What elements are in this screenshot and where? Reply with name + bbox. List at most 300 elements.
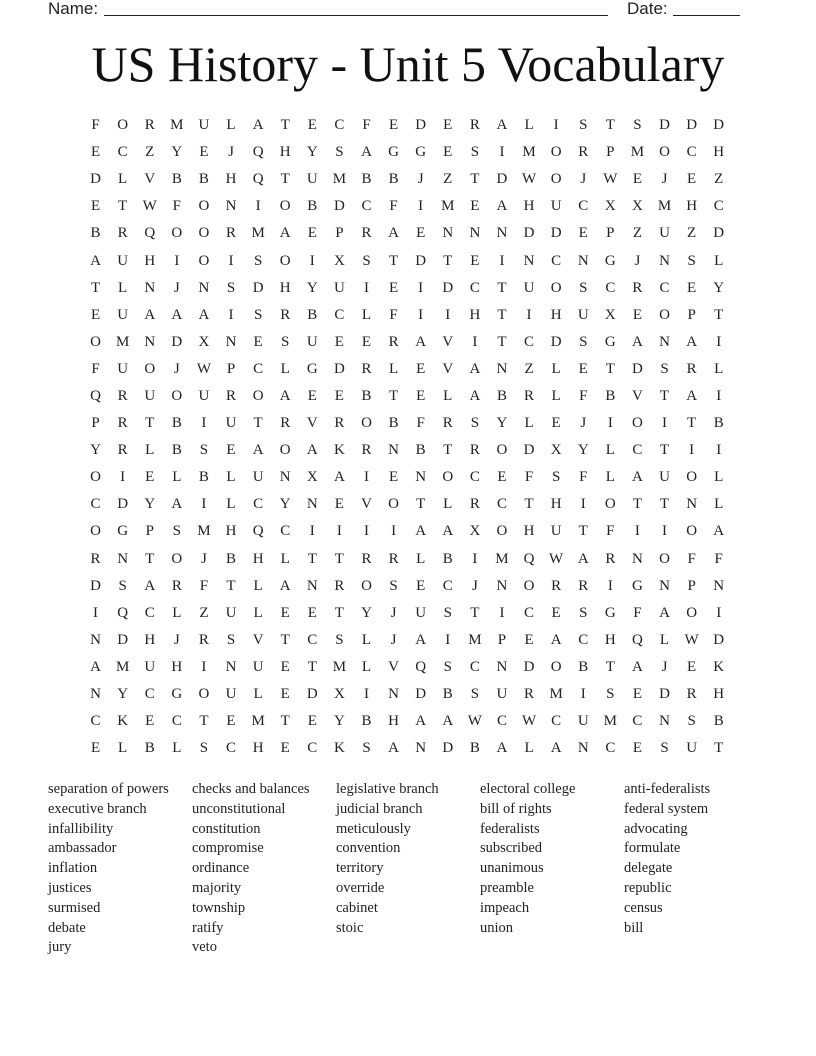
grid-letter[interactable]: A (90, 658, 101, 675)
grid-letter[interactable]: I (662, 523, 668, 540)
grid-letter[interactable]: A (306, 442, 318, 459)
grid-letter[interactable]: E (307, 604, 317, 621)
grid-letter[interactable]: U (659, 225, 670, 242)
grid-letter[interactable]: T (687, 415, 697, 432)
grid-letter[interactable]: E (226, 442, 236, 459)
grid-letter[interactable]: Y (577, 442, 589, 459)
grid-letter[interactable]: R (117, 225, 128, 242)
grid-letter[interactable]: F (389, 306, 398, 323)
grid-letter[interactable]: D (117, 631, 129, 648)
grid-letter[interactable]: Q (252, 523, 264, 540)
grid-letter[interactable]: O (90, 333, 101, 350)
grid-letter[interactable]: C (578, 631, 589, 648)
grid-letter[interactable]: S (687, 713, 696, 730)
grid-letter[interactable]: U (333, 279, 345, 296)
grid-letter[interactable]: G (604, 333, 616, 350)
grid-letter[interactable]: O (388, 496, 399, 513)
grid-letter[interactable]: Y (279, 496, 291, 513)
grid-letter[interactable]: T (90, 279, 101, 296)
grid-letter[interactable]: I (716, 604, 722, 621)
grid-letter[interactable]: Z (687, 225, 697, 242)
grid-letter[interactable]: U (306, 171, 318, 188)
grid-letter[interactable]: S (226, 631, 236, 648)
grid-letter[interactable]: T (388, 387, 399, 404)
grid-letter[interactable]: U (144, 387, 156, 404)
grid-letter[interactable]: I (418, 198, 424, 215)
grid-letter[interactable]: S (253, 252, 263, 269)
grid-letter[interactable]: L (253, 604, 263, 621)
grid-letter[interactable]: A (415, 713, 427, 730)
grid-letter[interactable]: D (523, 658, 535, 675)
grid-letter[interactable]: T (605, 360, 615, 377)
grid-letter[interactable]: J (390, 604, 397, 621)
grid-letter[interactable]: X (198, 333, 210, 350)
grid-letter[interactable]: V (388, 658, 399, 675)
grid-letter[interactable]: M (332, 171, 347, 188)
grid-letter[interactable]: T (578, 523, 588, 540)
grid-letter[interactable]: I (363, 279, 369, 296)
grid-letter[interactable]: I (201, 415, 207, 432)
grid-letter[interactable]: N (496, 577, 508, 594)
grid-letter[interactable]: B (713, 713, 724, 730)
grid-letter[interactable]: S (335, 631, 344, 648)
grid-letter[interactable]: N (496, 360, 508, 377)
grid-letter[interactable]: E (632, 740, 642, 757)
grid-letter[interactable]: R (551, 577, 562, 594)
grid-letter[interactable]: O (279, 252, 291, 269)
grid-letter[interactable]: G (604, 252, 616, 269)
grid-letter[interactable]: P (606, 144, 615, 161)
grid-letter[interactable]: G (632, 577, 643, 594)
grid-letter[interactable]: B (198, 469, 209, 486)
grid-letter[interactable]: A (442, 713, 454, 730)
grid-letter[interactable]: W (603, 171, 618, 188)
grid-letter[interactable]: O (198, 225, 210, 242)
grid-letter[interactable]: E (90, 144, 101, 161)
grid-letter[interactable]: F (687, 550, 696, 567)
grid-letter[interactable]: V (252, 631, 264, 648)
grid-letter[interactable]: J (661, 658, 668, 675)
grid-letter[interactable]: V (442, 360, 454, 377)
grid-letter[interactable]: O (361, 577, 372, 594)
grid-letter[interactable]: Z (145, 144, 155, 161)
grid-letter[interactable]: A (279, 577, 291, 594)
grid-letter[interactable]: N (713, 577, 725, 594)
grid-letter[interactable]: A (279, 225, 291, 242)
grid-letter[interactable]: J (201, 550, 207, 567)
grid-letter[interactable]: I (499, 252, 505, 269)
grid-letter[interactable]: U (415, 604, 427, 621)
grid-letter[interactable]: T (334, 550, 344, 567)
grid-letter[interactable]: L (118, 279, 128, 296)
grid-letter[interactable]: O (252, 387, 264, 404)
grid-letter[interactable]: S (579, 117, 588, 134)
grid-letter[interactable]: N (659, 252, 670, 269)
grid-letter[interactable]: O (686, 469, 698, 486)
grid-letter[interactable]: Y (306, 144, 318, 161)
grid-letter[interactable]: H (713, 144, 725, 161)
grid-letter[interactable]: M (197, 523, 211, 540)
grid-letter[interactable]: N (144, 279, 156, 296)
grid-letter[interactable]: C (117, 144, 128, 161)
grid-letter[interactable]: S (362, 740, 371, 757)
grid-letter[interactable]: E (307, 387, 317, 404)
grid-letter[interactable]: A (198, 306, 210, 323)
grid-letter[interactable]: T (118, 198, 128, 215)
grid-letter[interactable]: F (389, 198, 398, 215)
grid-letter[interactable]: L (416, 550, 426, 567)
grid-letter[interactable]: F (91, 360, 100, 377)
grid-letter[interactable]: L (172, 604, 182, 621)
grid-letter[interactable]: M (251, 713, 265, 730)
grid-letter[interactable]: C (253, 496, 264, 513)
grid-letter[interactable]: L (659, 631, 670, 648)
grid-letter[interactable]: I (228, 306, 234, 323)
grid-letter[interactable]: Q (252, 144, 264, 161)
grid-letter[interactable]: B (90, 225, 101, 242)
grid-letter[interactable]: J (228, 144, 234, 161)
grid-letter[interactable]: E (361, 333, 372, 350)
grid-letter[interactable]: B (361, 387, 372, 404)
grid-letter[interactable]: J (390, 631, 397, 648)
grid-letter[interactable]: S (281, 333, 290, 350)
grid-letter[interactable]: D (550, 225, 562, 242)
grid-letter[interactable]: H (171, 658, 183, 675)
grid-letter[interactable]: E (388, 279, 399, 296)
grid-letter[interactable]: T (714, 306, 724, 323)
grid-letter[interactable]: G (604, 604, 616, 621)
grid-letter[interactable]: I (391, 523, 397, 540)
grid-letter[interactable]: L (714, 252, 724, 269)
grid-letter[interactable]: G (171, 686, 183, 703)
grid-letter[interactable]: H (523, 198, 535, 215)
grid-letter[interactable]: R (361, 360, 372, 377)
grid-letter[interactable]: H (713, 686, 725, 703)
grid-letter[interactable]: I (526, 306, 532, 323)
grid-letter[interactable]: I (363, 686, 369, 703)
grid-letter[interactable]: T (145, 550, 155, 567)
grid-letter[interactable]: L (443, 387, 453, 404)
grid-letter[interactable]: T (470, 171, 480, 188)
grid-letter[interactable]: S (579, 333, 588, 350)
grid-letter[interactable]: B (171, 171, 182, 188)
grid-letter[interactable]: E (687, 279, 697, 296)
grid-letter[interactable]: E (90, 306, 101, 323)
grid-letter[interactable]: Y (361, 604, 372, 621)
grid-letter[interactable]: L (280, 360, 290, 377)
grid-letter[interactable]: R (469, 496, 480, 513)
grid-letter[interactable]: E (307, 713, 317, 730)
grid-letter[interactable]: U (225, 686, 237, 703)
grid-letter[interactable]: O (632, 415, 643, 432)
grid-letter[interactable]: X (632, 198, 643, 215)
grid-letter[interactable]: B (198, 171, 209, 188)
grid-letter[interactable]: N (388, 442, 399, 459)
grid-letter[interactable]: A (252, 442, 264, 459)
grid-letter[interactable]: O (279, 442, 291, 459)
grid-letter[interactable]: S (579, 279, 588, 296)
grid-letter[interactable]: S (253, 306, 263, 323)
grid-letter[interactable]: A (388, 225, 399, 242)
grid-letter[interactable]: P (497, 631, 507, 648)
grid-letter[interactable]: Y (306, 279, 318, 296)
grid-letter[interactable]: I (580, 686, 586, 703)
grid-letter[interactable]: C (469, 279, 480, 296)
grid-letter[interactable]: R (605, 550, 616, 567)
grid-letter[interactable]: A (144, 306, 156, 323)
grid-letter[interactable]: C (442, 577, 453, 594)
grid-letter[interactable]: I (174, 252, 180, 269)
grid-letter[interactable]: C (90, 713, 101, 730)
grid-letter[interactable]: T (443, 442, 453, 459)
grid-letter[interactable]: V (306, 415, 318, 432)
grid-letter[interactable]: I (201, 658, 207, 675)
grid-letter[interactable]: L (226, 496, 236, 513)
grid-letter[interactable]: N (90, 631, 101, 648)
grid-letter[interactable]: T (605, 658, 615, 675)
grid-letter[interactable]: S (226, 279, 236, 296)
grid-letter[interactable]: Y (333, 713, 345, 730)
grid-letter[interactable]: N (306, 496, 318, 513)
grid-letter[interactable]: I (363, 469, 369, 486)
grid-letter[interactable]: P (145, 523, 154, 540)
grid-letter[interactable]: W (521, 171, 537, 188)
grid-letter[interactable]: U (117, 306, 129, 323)
grid-letter[interactable]: N (415, 740, 427, 757)
grid-letter[interactable]: F (199, 577, 209, 594)
grid-letter[interactable]: R (361, 550, 372, 567)
grid-letter[interactable]: L (172, 740, 182, 757)
grid-letter[interactable]: D (306, 686, 318, 703)
grid-letter[interactable]: C (713, 198, 724, 215)
grid-letter[interactable]: T (199, 713, 209, 730)
grid-letter[interactable]: I (580, 496, 586, 513)
grid-letter[interactable]: E (280, 604, 290, 621)
grid-letter[interactable]: F (633, 604, 642, 621)
grid-letter[interactable]: W (196, 360, 211, 377)
grid-letter[interactable]: D (117, 496, 129, 513)
grid-letter[interactable]: M (115, 658, 130, 675)
grid-letter[interactable]: N (632, 550, 643, 567)
grid-letter[interactable]: D (632, 360, 643, 377)
grid-letter[interactable]: E (416, 225, 426, 242)
grid-letter[interactable]: D (686, 117, 698, 134)
grid-letter[interactable]: T (280, 631, 290, 648)
grid-letter[interactable]: T (307, 658, 317, 675)
grid-letter[interactable]: S (470, 686, 480, 703)
grid-letter[interactable]: E (334, 387, 344, 404)
grid-letter[interactable]: N (577, 252, 589, 269)
grid-letter[interactable]: E (334, 333, 344, 350)
grid-letter[interactable]: U (659, 469, 670, 486)
grid-letter[interactable]: V (361, 496, 372, 513)
grid-letter[interactable]: I (689, 442, 695, 459)
grid-letter[interactable]: O (550, 658, 562, 675)
grid-letter[interactable]: L (605, 469, 615, 486)
grid-letter[interactable]: I (201, 496, 207, 513)
grid-letter[interactable]: F (524, 469, 534, 486)
grid-letter[interactable]: F (362, 117, 371, 134)
grid-letter[interactable]: Q (523, 550, 535, 567)
grid-letter[interactable]: B (578, 658, 589, 675)
grid-letter[interactable]: I (418, 306, 424, 323)
grid-letter[interactable]: A (388, 740, 399, 757)
grid-letter[interactable]: Y (713, 279, 725, 296)
grid-letter[interactable]: I (662, 415, 668, 432)
grid-letter[interactable]: P (226, 360, 236, 377)
grid-letter[interactable]: U (577, 713, 589, 730)
grid-letter[interactable]: T (226, 577, 236, 594)
grid-letter[interactable]: D (523, 225, 535, 242)
grid-letter[interactable]: O (523, 577, 535, 594)
grid-letter[interactable]: R (226, 387, 237, 404)
grid-letter[interactable]: A (496, 117, 508, 134)
grid-letter[interactable]: D (415, 252, 427, 269)
grid-letter[interactable]: J (661, 171, 668, 188)
grid-letter[interactable]: S (199, 740, 209, 757)
grid-letter[interactable]: A (361, 144, 372, 161)
grid-letter[interactable]: E (253, 333, 263, 350)
grid-letter[interactable]: E (524, 631, 534, 648)
grid-letter[interactable]: U (225, 415, 237, 432)
grid-letter[interactable]: E (470, 198, 480, 215)
grid-letter[interactable]: O (496, 523, 508, 540)
grid-letter[interactable]: R (469, 442, 480, 459)
grid-letter[interactable]: O (361, 415, 372, 432)
grid-letter[interactable]: B (144, 740, 155, 757)
grid-letter[interactable]: A (171, 496, 183, 513)
grid-letter[interactable]: H (388, 713, 399, 730)
grid-letter[interactable]: J (471, 577, 478, 594)
grid-letter[interactable]: T (714, 740, 724, 757)
grid-letter[interactable]: T (416, 496, 426, 513)
grid-letter[interactable]: E (551, 604, 561, 621)
grid-letter[interactable]: E (578, 360, 588, 377)
grid-letter[interactable]: I (499, 144, 505, 161)
grid-letter[interactable]: M (468, 631, 482, 648)
grid-letter[interactable]: C (469, 469, 480, 486)
grid-letter[interactable]: Q (415, 658, 427, 675)
grid-letter[interactable]: Y (171, 144, 183, 161)
grid-letter[interactable]: D (442, 279, 454, 296)
grid-letter[interactable]: S (443, 604, 452, 621)
grid-letter[interactable]: D (415, 117, 427, 134)
grid-letter[interactable]: T (280, 713, 290, 730)
grid-letter[interactable]: U (686, 740, 698, 757)
grid-letter[interactable]: I (445, 306, 451, 323)
grid-letter[interactable]: D (442, 740, 454, 757)
grid-letter[interactable]: T (497, 306, 507, 323)
grid-letter[interactable]: S (199, 442, 209, 459)
grid-letter[interactable]: G (117, 523, 129, 540)
grid-letter[interactable]: X (306, 469, 318, 486)
grid-letter[interactable]: N (442, 225, 454, 242)
grid-letter[interactable]: M (522, 144, 536, 161)
grid-letter[interactable]: Q (144, 225, 156, 242)
grid-letter[interactable]: T (145, 415, 155, 432)
grid-letter[interactable]: D (252, 279, 264, 296)
grid-letter[interactable]: Y (117, 686, 129, 703)
grid-letter[interactable]: T (497, 333, 507, 350)
grid-letter[interactable]: L (118, 740, 128, 757)
grid-letter[interactable]: P (335, 225, 344, 242)
grid-letter[interactable]: C (361, 198, 372, 215)
grid-letter[interactable]: T (659, 387, 670, 404)
grid-letter[interactable]: H (279, 279, 291, 296)
grid-letter[interactable]: S (172, 523, 181, 540)
grid-letter[interactable]: X (604, 198, 616, 215)
grid-letter[interactable]: I (418, 279, 424, 296)
grid-letter[interactable]: R (686, 686, 697, 703)
grid-letter[interactable]: D (496, 171, 508, 188)
grid-letter[interactable]: X (550, 442, 562, 459)
grid-letter[interactable]: C (578, 198, 589, 215)
grid-letter[interactable]: I (607, 415, 613, 432)
grid-letter[interactable]: R (117, 442, 128, 459)
grid-letter[interactable]: Y (496, 415, 508, 432)
grid-letter[interactable]: I (309, 523, 315, 540)
grid-letter[interactable]: I (499, 604, 505, 621)
grid-letter[interactable]: Z (714, 171, 724, 188)
grid-letter[interactable]: C (551, 713, 562, 730)
grid-letter[interactable]: E (632, 686, 642, 703)
grid-letter[interactable]: G (388, 144, 399, 161)
grid-letter[interactable]: R (442, 415, 453, 432)
grid-letter[interactable]: S (443, 658, 452, 675)
grid-letter[interactable]: I (255, 198, 261, 215)
grid-letter[interactable]: C (307, 740, 318, 757)
grid-letter[interactable]: L (361, 658, 372, 675)
grid-letter[interactable]: E (687, 171, 697, 188)
name-blank-line[interactable] (104, 15, 608, 16)
grid-letter[interactable]: P (606, 225, 615, 242)
grid-letter[interactable]: D (415, 686, 427, 703)
grid-letter[interactable]: E (280, 686, 290, 703)
grid-letter[interactable]: E (416, 387, 426, 404)
grid-letter[interactable]: B (171, 442, 182, 459)
grid-letter[interactable]: D (713, 631, 725, 648)
grid-letter[interactable]: N (659, 333, 670, 350)
grid-letter[interactable]: D (523, 442, 535, 459)
grid-letter[interactable]: S (687, 252, 696, 269)
grid-letter[interactable]: A (252, 117, 264, 134)
grid-letter[interactable]: E (551, 415, 561, 432)
grid-letter[interactable]: A (279, 387, 291, 404)
grid-letter[interactable]: E (334, 496, 344, 513)
grid-letter[interactable]: L (145, 442, 155, 459)
grid-letter[interactable]: E (145, 469, 155, 486)
grid-letter[interactable]: R (280, 415, 291, 432)
grid-letter[interactable]: C (551, 252, 562, 269)
grid-letter[interactable]: N (198, 279, 210, 296)
grid-letter[interactable]: R (334, 577, 345, 594)
grid-letter[interactable]: A (442, 523, 454, 540)
grid-letter[interactable]: S (606, 686, 615, 703)
grid-letter[interactable]: L (443, 496, 453, 513)
grid-letter[interactable]: C (524, 333, 535, 350)
grid-letter[interactable]: R (469, 117, 480, 134)
grid-letter[interactable]: I (336, 523, 342, 540)
grid-letter[interactable]: H (469, 306, 481, 323)
grid-letter[interactable]: E (632, 171, 642, 188)
grid-letter[interactable]: E (497, 469, 507, 486)
grid-letter[interactable]: O (550, 279, 562, 296)
grid-letter[interactable]: K (333, 442, 345, 459)
grid-letter[interactable]: N (279, 469, 291, 486)
grid-letter[interactable]: U (117, 360, 129, 377)
grid-letter[interactable]: O (550, 144, 562, 161)
grid-letter[interactable]: I (607, 577, 613, 594)
